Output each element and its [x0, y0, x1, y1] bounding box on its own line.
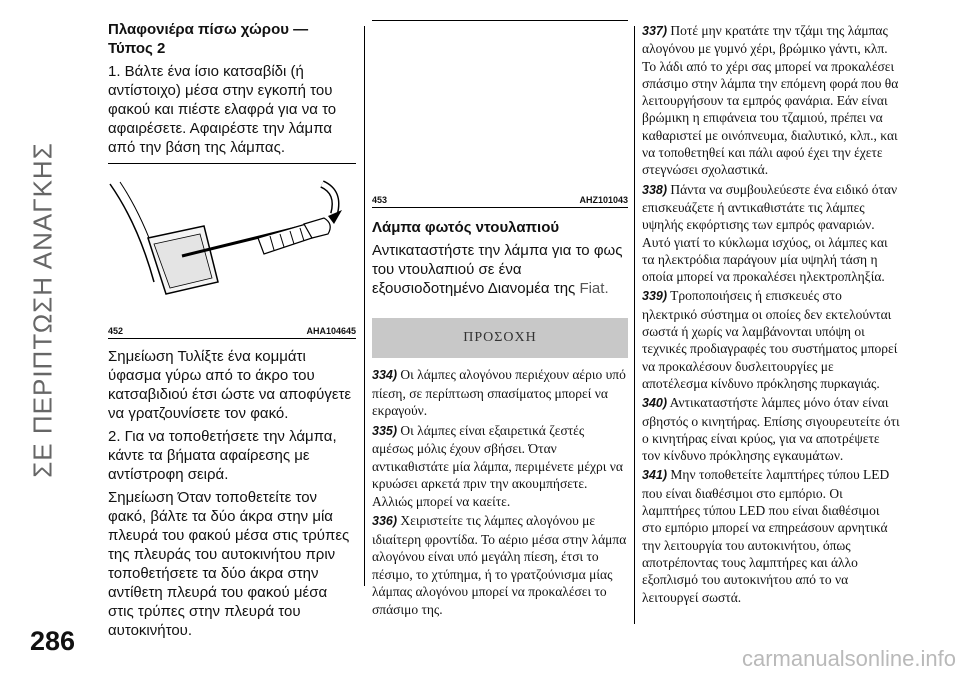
warning-334-text: Οι λάμπες αλογόνου περιέχουν αέριο υπό πίεση, σε περίπτωση σπασίματος μπορεί να εκραγούν. [372, 367, 626, 418]
warning-335-text: Οι λάμπες είναι εξαιρετικά ζεστές αμέσως μόλις έχουν σβήσει. Όταν αντικαθιστάτε μία λάμπα, περιμένετε μέχρι να κρυώσει αρκετά πριν την ακουμπήσετε. Αλλιώς μπορεί να καείτε. [372, 422, 623, 509]
section-heading-rear-lamp: Πλαφονιέρα πίσω χώρου — Τύπος 2 [108, 21, 309, 57]
glovebox-lamp-sentence: Αντικαταστήστε την λάμπα για το φως του ντουλαπιού σε ένα εξουσιοδοτημένο Διανομέα της [372, 242, 623, 297]
figure-453-caption [372, 193, 628, 207]
warning-335-number: 335) [372, 423, 398, 438]
figure-453 [372, 20, 628, 208]
warning-337 [642, 22, 900, 179]
note-2-text: Σημείωση Όταν τοποθετείτε τον φακό, βάλτε τα δύο άκρα στην μία πλευρά του φακού μέσα στις τρύπες της πλευράς του αυτοκινήτου πριν τοποθετήσετε τα δύο άκρα στην αντίθετη πλευρά του φακού μέσα στις τρύπες στην πλευρά του αυτοκινήτου. [108, 489, 350, 639]
warning-341 [642, 466, 900, 605]
section-heading-glovebox-lamp: Λάμπα φωτός ντουλαπιού [372, 219, 560, 236]
figure-452-caption [108, 324, 356, 338]
glovebox-lamp-illustration [372, 21, 628, 193]
warning-338-text: Πάντα να συμβουλεύεστε ένα ειδικό όταν επισκευάζετε ή αντικαθιστάτε τις λάμπες υψηλής εκφόρτισης των εμπρός φαναριών. Αυτό γιατί το κύκλωμα ισχύος, οι λάμπες και τα ηλεκτρόδια παράγουν μία υψηλή τάση η οποία μπορεί να προκαλέσει ηλεκτροπληξία. [642, 181, 898, 285]
warning-336-number: 336) [372, 514, 398, 528]
warning-336-text: Χειριστείτε τις λάμπες αλογόνου με ιδιαίτερη φροντίδα. Το αέριο μέσα στην λάμπα αλογόνου είναι υπό μεγάλη πίεση, έτσι το πέσιμο, το χτύπημα, ή το γρατζούνισμα μίας λάμπας αλογόνου μπορεί να προκαλέσει το σπάσιμο της. [372, 513, 627, 617]
figure-452-code: AHA104645 [306, 326, 356, 336]
warning-339-number: 339) [642, 289, 668, 304]
warning-338-number: 338) [642, 182, 668, 197]
side-section-title [27, 30, 58, 590]
screwdriver-lens-illustration [108, 164, 356, 324]
glovebox-lamp-text [372, 241, 628, 298]
warning-header: ΠΡΟΣΟΧΗ [372, 318, 628, 358]
figure-453-number: 453 [372, 195, 388, 205]
column-1 [108, 20, 356, 644]
figure-453-code: AHZ101043 [579, 195, 628, 205]
figure-452 [108, 163, 356, 339]
column-2 [372, 20, 628, 620]
warning-335 [372, 422, 628, 511]
warning-340 [642, 394, 900, 464]
warning-338 [642, 181, 900, 286]
warning-337-text: Ποτέ μην κρατάτε την τζάμι της λάμπας αλογόνου με γυμνό χέρι, βρώμικο γάντι, κλπ. Το λάδι από το χέρι σας μπορεί να προκαλέσει σπάσιμο στην λάμπα την επόμενη φορά που θα λειτουργήσουν τα εμπρός φανάρια. Εάν είναι βρώμικη η επιφάνεια του τζαμιού, πρέπει να καθαριστεί με οινόπνευμα, διαλυτικό, κλπ., και να τοποθετηθεί και πάλι αφού έχει την έχετε στεγνώσει σχολαστικά. [642, 23, 899, 178]
warning-334-number: 334) [372, 368, 398, 382]
warning-341-number: 341) [642, 468, 668, 483]
warning-341-text: Μην τοποθετείτε λαμπτήρες τύπου LED που είναι διαθέσιμοι στο εμπόριο. Οι λαμπτήρες τύπου LED που είναι διαθέσιμοι στο εμπόριο μπορεί να επηρεάσουν αρνητικά την λειτουργία του αυτοκινήτου, όπως αποτρέποντας τους λαμπτήρες και άλλο εξοπλισμό του αυτοκινήτου από το να λειτουργεί σωστά. [642, 467, 890, 605]
column-3 [642, 22, 900, 608]
figure-452-number: 452 [108, 326, 124, 336]
warning-339-text: Τροποποιήσεις ή επισκευές στο ηλεκτρικό σύστημα οι οποίες δεν εκτελούνται σωστά ή χωρίς να λαμβάνονται υπόψη οι τεχνικές προδιαγραφές του συστήματος μπορεί να προκαλέσουν δυσλειτουργίες με αποτέλεσμα κίνδυνο πρόκλησης πυρκαγιάς. [642, 288, 898, 391]
watermark: carmanualsonline.info [741, 646, 956, 671]
brand-name: Fiat. [579, 280, 609, 297]
warning-340-text: Αντικαταστήστε λάμπες μόνο όταν είναι σβηστός ο κινητήρας. Επίσης σιγουρευτείτε ότι ο κινητήρας είναι κρύος, για να αποτρέψετε τον κίνδυνο πρόκλησης εγκαυμάτων. [642, 395, 900, 464]
step-1-text: 1. Βάλτε ένα ίσιο κατσαβίδι (ή αντίστοιχο) μέσα στην εγκοπή του φακού και πιέστε ελαφρά για να το αφαιρέσετε. Αφαιρέστε την λάμπα από την βάση της λάμπας. [108, 63, 337, 156]
warning-334 [372, 366, 628, 420]
column-divider-1 [364, 26, 365, 586]
warning-336 [372, 512, 628, 618]
note-1-text: Σημείωση Τυλίξτε ένα κομμάτι ύφασμα γύρω από το άκρο του κατσαβιδιού έτσι ώστε να αποφύγετε να γρατζουνίσετε τον φακό. [108, 348, 352, 422]
warning-337-number: 337) [642, 24, 668, 38]
column-divider-2 [634, 26, 635, 624]
page-number: 286 [30, 626, 76, 656]
step-2-text: 2. Για να τοποθετήσετε την λάμπα, κάντε τα βήματα αφαίρεσης με αντίστροφη σειρά. [108, 428, 337, 483]
side-section-title-text: ΣΕ ΠΕΡΙΠΤΩΣΗ ΑΝΑΓΚΗΣ [27, 142, 58, 478]
warning-340-number: 340) [642, 396, 668, 411]
warning-339 [642, 287, 900, 392]
